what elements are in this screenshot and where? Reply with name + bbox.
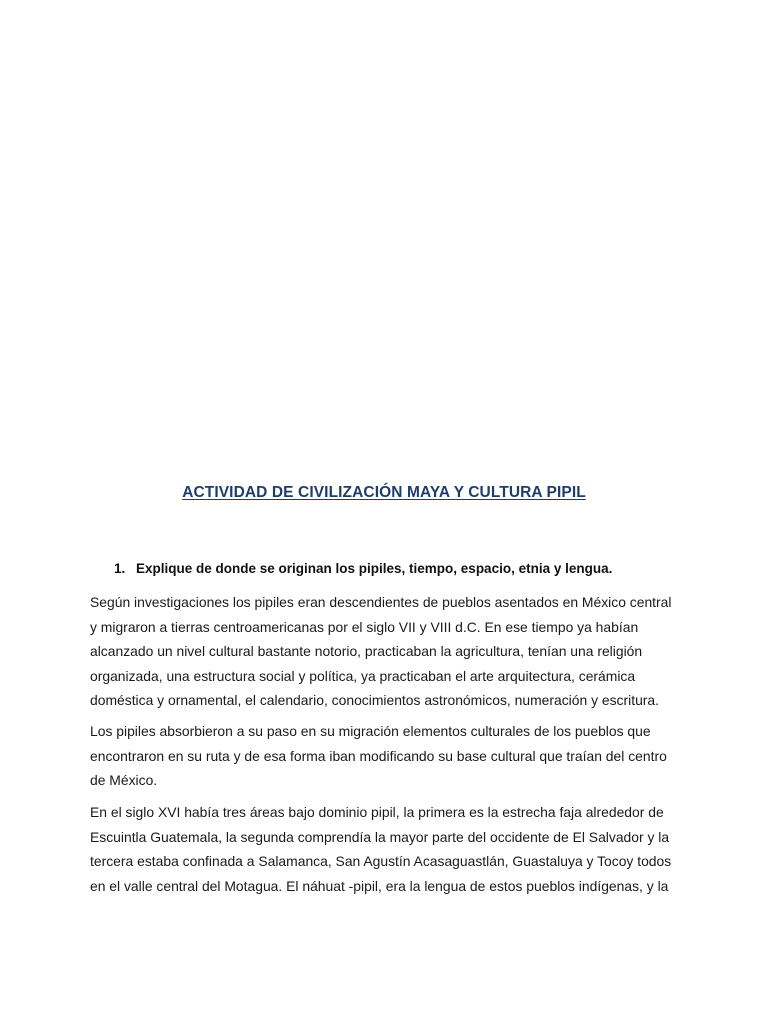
paragraph-line: Según investigaciones los pipiles eran descendientes de pueblos asentados en México central [90,594,672,610]
paragraph-line: Escuintla Guatemala, la segunda comprendía la mayor parte del occidente de El Salvador y la [90,828,670,845]
paragraph-line: y migraron a tierras centroamericanas por el siglo VII y VIII d.C. En ese tiempo ya habían [90,618,639,635]
paragraph-line: tercera estaba confinada a Salamanca, San Agustín Acasaguastlán, Guastaluya y Tocoy todos [90,853,672,870]
paragraph-line: Los pipiles absorbieron a su paso en su migración elementos culturales de los pueblos que [90,723,651,739]
document-title: ACTIVIDAD DE CIVILIZACIÓN MAYA Y CULTURA PIPIL [182,484,586,501]
paragraph-line: de México. [90,772,158,789]
paragraph-line: encontraron en su ruta y de esa forma iban modificando su base cultural que traían del centro [90,747,667,764]
paragraph-3 [90,800,690,898]
question-text: Explique de donde se originan los pipiles, tiempo, espacio, etnia y lengua. [136,561,613,576]
paragraph-line: doméstica y ornamental, el calendario, conocimientos astronómicos, numeración y escritura. [90,692,660,709]
question-1 [114,561,734,576]
paragraph-1 [90,590,690,713]
paragraph-line: en el valle central del Motagua. El náhuat -pipil, era la lengua de estos pueblos indígenas, y la [90,877,669,894]
paragraph-line: En el siglo XVI había tres áreas bajo dominio pipil, la primera es la estrecha faja alrededor de [90,804,664,820]
paragraph-line: organizada, una estructura social y política, ya practicaban el arte arquitectura, cerámica [90,667,636,684]
paragraph-line: alcanzado un nivel cultural bastante notorio, practicaban la agricultura, tenían una religión [90,643,643,660]
paragraph-2 [90,719,690,793]
question-number: 1. [114,561,126,576]
